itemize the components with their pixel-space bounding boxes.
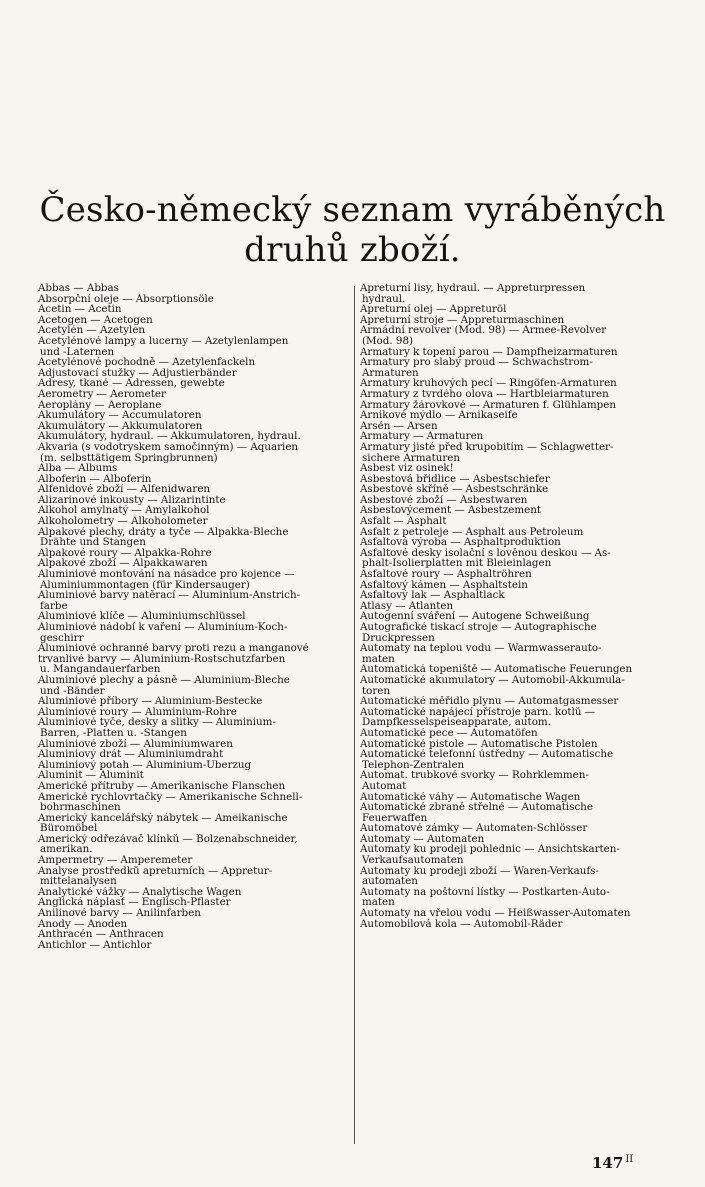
index-line: Asbestové skříně — Asbestschränke xyxy=(360,484,549,495)
index-line: Alba — Albums xyxy=(38,463,118,474)
index-line: Alfenidové zboží — Alfenidwaren xyxy=(38,484,211,495)
index-line: Druckpressen xyxy=(362,632,435,644)
index-line: Verkaufsautomaten xyxy=(362,855,464,866)
page-title xyxy=(0,190,705,270)
index-line: Aerometry — Aerometer xyxy=(38,388,166,400)
index-line: und -Bänder xyxy=(40,685,105,697)
index-line: Akumulátory, hydraul. — Akkumulatoren, hydraul. xyxy=(38,431,301,442)
index-line: Büromöbel xyxy=(40,823,98,834)
index-line: Telephon-Zentralen xyxy=(362,759,465,771)
index-line: Anglická náplasť — Englisch-Pflaster xyxy=(38,897,231,909)
index-line: Armatury — Armaturen xyxy=(360,431,484,442)
index-line: Aluminiové ochranné barvy proti rezu a manganové xyxy=(38,643,309,654)
index-line: Aluminiové montování na násadce pro kojence — xyxy=(38,569,295,580)
index-line: Americké rychlovrtačky — Amerikanische Schnell- xyxy=(38,791,303,803)
index-line: Automaty ku prodeji zboží — Waren-Verkaufs- xyxy=(360,865,599,877)
column-divider xyxy=(354,286,355,1144)
index-line: Automaty na teplou vodu — Warmwasserauto- xyxy=(360,643,602,654)
index-line: Autogenní sváření — Autogene Schweißung xyxy=(360,611,590,622)
index-line: Dampfkesselspeiseapparate, autom. xyxy=(362,717,551,728)
index-line: Anthracén — Anthracen xyxy=(38,929,164,940)
index-line: Armatury jisté před krupobitím — Schlagwetter- xyxy=(360,441,614,453)
index-line: Automat. trubkové svorky — Rohrklemmen- xyxy=(360,770,589,781)
index-line: sichere Armaturen xyxy=(362,452,461,464)
index-line: maten xyxy=(362,897,395,909)
index-line: Automatické pistole — Automatische Pistolen xyxy=(360,738,598,750)
index-line: und -Laternen xyxy=(40,346,115,358)
index-line: Automatické váhy — Automatische Wagen xyxy=(360,791,581,803)
index-line: Armatury pro slabý proud — Schwachstrom- xyxy=(360,357,593,368)
index-line: maten xyxy=(362,653,395,665)
index-line: Absorpční oleje — Absorptionsöle xyxy=(38,293,214,305)
index-line: toren xyxy=(362,685,390,697)
index-line: Automat xyxy=(362,780,407,792)
index-line: Asbestovýcement — Asbestzement xyxy=(360,505,541,517)
index-line: amerikan. xyxy=(40,844,93,856)
index-line: Aluminit — Aluminit xyxy=(38,770,144,781)
index-line: Automaty ku prodeji pohlednic — Ansichtskarten- xyxy=(360,844,620,856)
index-line: Asfaltové roury — Asphaltröhren xyxy=(360,569,532,580)
index-line: Americký odřezávač klínků — Bolzenabschneider, xyxy=(38,833,298,845)
index-line: Asfalt z petroleje — Asphalt aus Petroleum xyxy=(360,526,584,538)
index-line: Drähte und Stangen xyxy=(40,537,146,548)
index-line: Arnikové mýdlo — Arnikaseife xyxy=(360,410,518,421)
index-line: Armatury žárovkové — Armaturen f. Glühlampen xyxy=(360,399,616,411)
index-line: Acetylénové lampy a lucerny — Azetylenlampen xyxy=(38,335,289,347)
index-line: Acetogen — Acetogen xyxy=(38,314,153,326)
index-line: Asfaltové desky isolační s lověnou deskou — As- xyxy=(360,547,611,559)
index-line: Armatury z tvrdého olova — Hartbleiarmaturen xyxy=(360,388,609,400)
index-line: (m. selbsttätigem Springbrunnen) xyxy=(40,452,218,464)
index-line: Automatické telefonní ústředny — Automatische xyxy=(360,749,614,760)
index-line: automaten xyxy=(362,876,418,887)
index-line: Armádní revolver (Mod. 98) — Armee-Revolver xyxy=(360,325,607,336)
index-line: Analytické vážky — Analytische Wagen xyxy=(38,886,242,898)
index-line: Barren, -Platten u. -Stangen xyxy=(40,727,187,739)
title-line-1: Česko-německý seznam vyráběných xyxy=(39,190,666,230)
index-line: Automatické akumulatory — Automobil-Akkumula- xyxy=(360,674,625,686)
index-line: Automatické napájecí přístroje parn. kotlů — xyxy=(360,706,596,718)
index-line: Anody — Anoden xyxy=(38,918,128,930)
index-line: Aluminiový potah — Aluminium-Überzug xyxy=(38,759,252,771)
index-line: Aluminiové roury — Aluminium-Rohre xyxy=(38,706,237,718)
index-line: Anilinové barvy — Anilinfarben xyxy=(38,908,201,919)
index-line: Asfalt — Asphalt xyxy=(360,516,447,527)
index-line: Armaturen xyxy=(362,367,419,379)
page-number xyxy=(592,1154,633,1172)
index-line: Automaty na poštovní lístky — Postkarten-Auto- xyxy=(360,886,610,898)
index-line: Automatické měřidlo plynu — Automatgasmesser xyxy=(360,696,619,707)
index-line: Autografické tiskací stroje — Autographische xyxy=(360,622,597,633)
index-line: Americký kancelářský nábytek — Ameikanische xyxy=(38,812,288,824)
index-line: Arsén — Arsen xyxy=(360,420,438,432)
index-line: Asbestová břidlice — Asbestschiefer xyxy=(360,473,550,485)
left-column xyxy=(38,283,350,950)
index-line: Acetylén — Azetylen xyxy=(38,325,146,336)
index-line: Alboferin — Alboferin xyxy=(38,473,152,485)
index-line: Automaty — Automaten xyxy=(360,833,485,845)
index-line: Armatury kruhových pecí — Ringöfen-Armaturen xyxy=(360,378,617,389)
index-line: Automatické zbraně střelné — Automatische xyxy=(360,802,594,813)
index-line: geschirr xyxy=(40,632,84,644)
index-line: Alizarinové inkousty — Alizarintinte xyxy=(38,494,226,506)
index-line: Antichlor — Antichlor xyxy=(38,939,152,951)
index-line: Asbestové zboží — Asbestwaren xyxy=(360,494,528,506)
index-line: phalt-Isolierplatten mit Bleieinlagen xyxy=(362,558,552,570)
index-line: Aluminiové plechy a pásně — Aluminium-Bleche xyxy=(38,674,290,686)
index-line: Aluminiový drát — Aluminiumdraht xyxy=(38,749,224,760)
index-line: Abbas — Abbas xyxy=(38,283,119,294)
index-line: Asbest viz osinek! xyxy=(360,463,454,474)
index-line: Acetylénové pochodně — Azetylenfackeln xyxy=(38,357,256,368)
index-line: Automatové zámky — Automaten-Schlösser xyxy=(360,823,588,834)
index-line: farbe xyxy=(40,600,68,612)
index-line: Armatury k topení parou — Dampfheizarmaturen xyxy=(360,346,618,358)
title-line-2: druhů zboží. xyxy=(244,230,461,270)
index-line: Automatická topeniště — Automatische Feuerungen xyxy=(360,664,633,675)
index-line: u. Mangandauerfarben xyxy=(40,664,161,675)
index-line: Aluminiové nádobí k vaření — Aluminium-Koch- xyxy=(38,622,288,633)
index-line: Apreturní stroje — Appreturmaschinen xyxy=(360,314,565,326)
index-line: mittelanalysen xyxy=(40,876,117,887)
index-line: Acetin — Acetin xyxy=(38,304,122,315)
index-line: Akvaria (s vodotryskem samočinným) — Aquarien xyxy=(38,441,299,453)
index-line: Aluminiové barvy natěrací — Aluminium-Anstrich- xyxy=(38,590,301,601)
index-line: Aeroplány — Aeroplane xyxy=(38,399,162,411)
index-line: Americké přítruby — Amerikanische Flanschen xyxy=(38,780,286,792)
index-line: (Mod. 98) xyxy=(362,335,414,347)
index-line: Ampermetry — Amperemeter xyxy=(38,855,193,866)
right-column xyxy=(360,283,668,929)
index-line: Feuerwaffen xyxy=(362,812,428,824)
index-line: Apreturní olej — Appreturöl xyxy=(360,304,507,315)
index-line: Aluminiové tyče, desky a slitky — Aluminium- xyxy=(38,717,276,728)
index-line: Aluminiové zboží — Aluminiumwaren xyxy=(38,738,233,750)
index-line: Alpakové zboží — Alpakkawaren xyxy=(38,558,208,570)
index-line: Aluminiummontagen (für Kindersauger) xyxy=(40,579,250,591)
index-line: Aluminiové klíče — Aluminiumschlüssel xyxy=(38,611,246,622)
index-line: Asfaltový lak — Asphaltlack xyxy=(360,590,505,601)
index-line: Adresy, tkané — Adressen, gewebte xyxy=(38,378,225,389)
index-line: Akumulátory — Akkumulatoren xyxy=(38,420,203,432)
index-line: hydraul. xyxy=(362,293,406,305)
index-line: Aluminiové příbory — Aluminium-Bestecke xyxy=(38,696,263,707)
page-number-suffix: II xyxy=(625,1154,634,1165)
index-line: Apreturní lisy, hydraul. — Appreturpressen xyxy=(360,283,586,294)
index-line: Automatické pece — Automatöfen xyxy=(360,727,538,739)
index-line: Alkohol amylnatý — Amylalkohol xyxy=(38,505,210,517)
index-line: Asfaltová výroba — Asphaltproduktion xyxy=(360,537,561,548)
index-line: bohrmaschinen xyxy=(40,802,121,813)
page-number-value: 147 xyxy=(592,1154,624,1172)
index-line: Analyse prostředků apreturních — Appretur- xyxy=(38,865,273,877)
index-line: Adjustovací stužky — Adjustierbänder xyxy=(38,367,237,379)
index-line: Alkoholometry — Alkoholometer xyxy=(38,516,208,527)
index-line: Automobilová kola — Automobil-Räder xyxy=(360,918,563,930)
index-line: Atlasy — Atlanten xyxy=(360,600,454,612)
index-line: Asfaltový kámen — Asphaltstein xyxy=(360,579,528,591)
index-line: Akumulátory — Accumulatoren xyxy=(38,410,202,421)
index-line: Alpakové roury — Alpakka-Rohre xyxy=(38,547,212,559)
index-line: trvanlivé barvy — Aluminium-Rostschutzfarben xyxy=(38,653,286,665)
index-line: Alpakové plechy, dráty a tyče — Alpakka-Bleche xyxy=(38,526,289,538)
index-line: Automaty na vřelou vodu — Heißwasser-Automaten xyxy=(360,908,631,919)
